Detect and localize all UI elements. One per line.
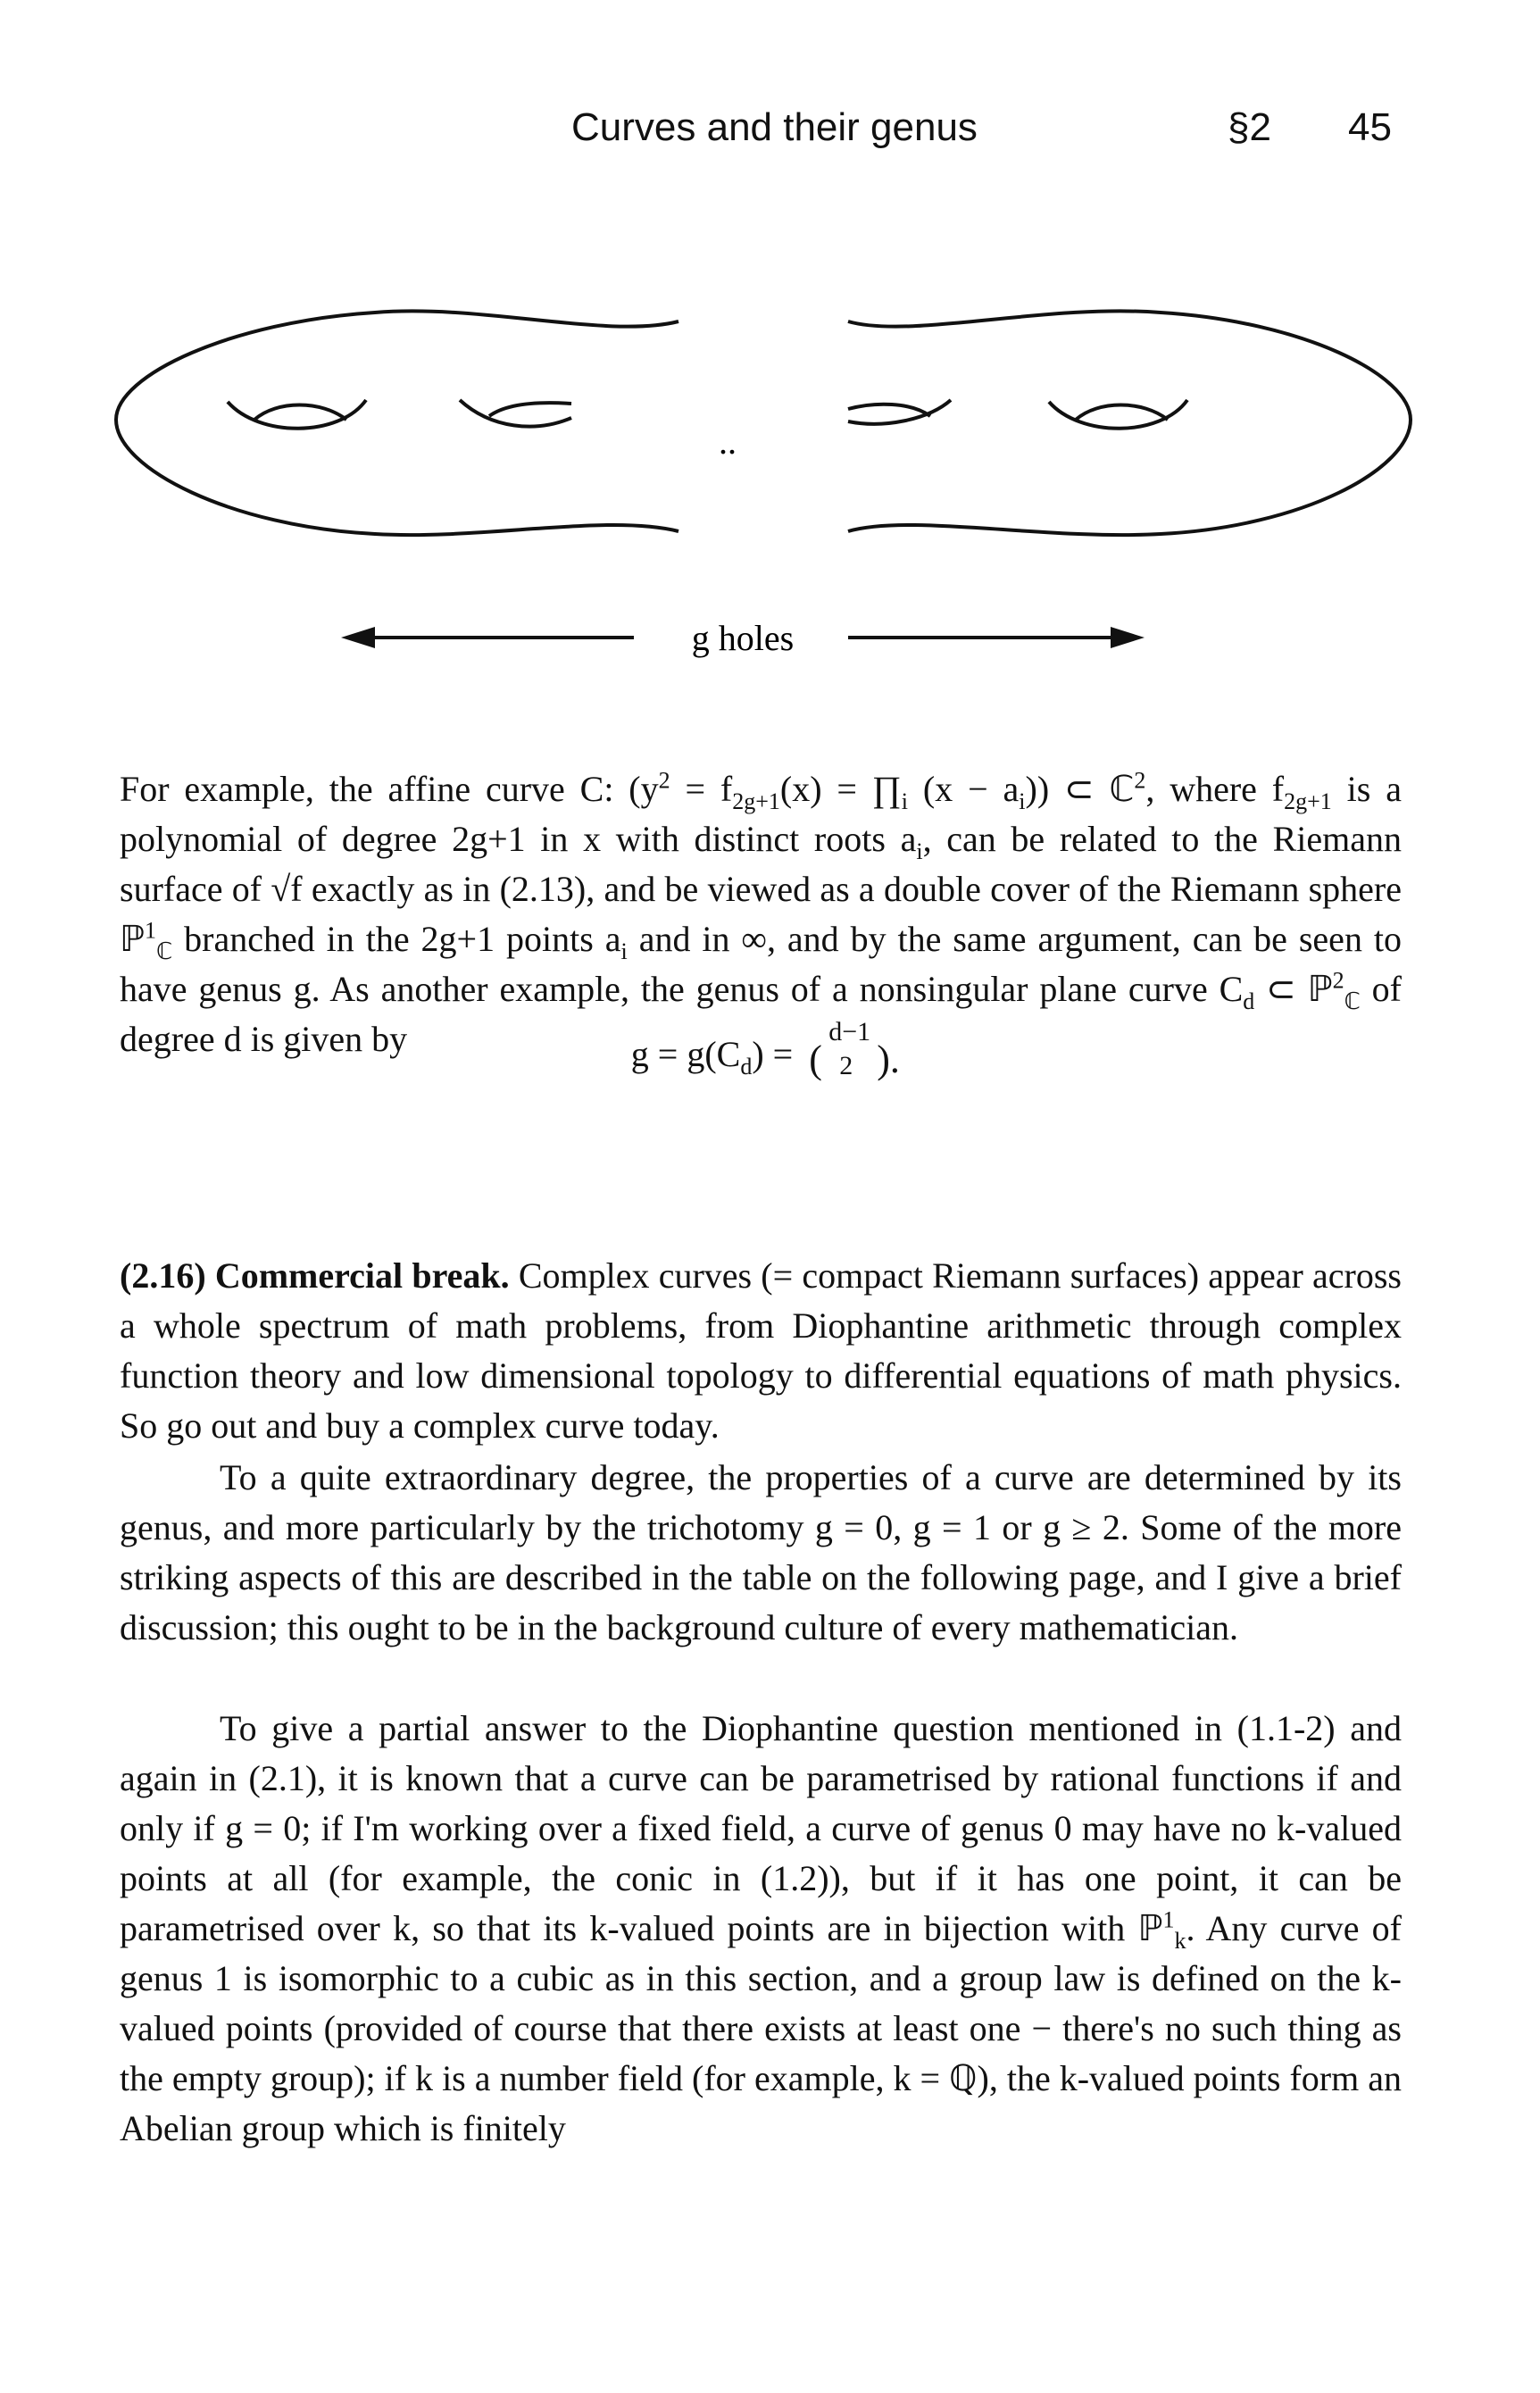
arrow-head-right [1111, 627, 1145, 648]
surface-outline-right [848, 311, 1411, 535]
arrow-head-left [341, 627, 375, 648]
running-header [0, 105, 1540, 159]
genus-surface-diagram [107, 286, 1428, 679]
page-number: 45 [1348, 105, 1392, 149]
section-mark: §2 [1228, 105, 1271, 149]
paragraph-affine-curve: For example, the affine curve C: ($y^2 = f_{2g+1}(x)$ = $\prod_i$ $(x - a_i)$) ⊂ ℂ$^2$, where $f_{2g+1}$ is a polynomial of degree 2g+1 in x with distinct roots $a_i$, can be related to the Riemann surface of √f exactly as in (2.13), and be viewed as a double cover of the Riemann sphere ℙ$^1_ℂ$ branched in the 2g+1 points $a_i$ and in ∞, and by the same argument, can be seen to have genus g. As another example, the genus of a nonsingular plane curve $C_d$ ⊂ ℙ$^2_ℂ$ of degree d is given by [120, 767, 1403, 1059]
section-heading: (2.16) Commercial break. [120, 1255, 510, 1296]
paragraph-commercial-break: (2.16) Commercial break. Complex curves (= compact Riemann surfaces) appear across a whole spectrum of math problems, from Diophantine arithmetic through complex function theory and low dimensional topology to differential equations of math physics. So go out and buy a complex curve today. [120, 1255, 1402, 1446]
ellipsis-dots: .. [719, 421, 737, 462]
holes-label: g holes [691, 618, 795, 658]
running-title: Curves and their genus [571, 105, 978, 149]
paragraph-diophantine: To give a partial answer to the Diophantine question mentioned in (1.1-2) and again in (2.1), it is known that a curve can be parametrised by rational functions if and only if g = 0; if I'm working over a fixed field, a curve of genus 0 may have no k-valued points at all (for example, the conic in (1.2)), but if it has one point, it can be parametrised over k, so that its k-valued points are in bijection with ℙ$^1_k$. Any curve of genus 1 is isomorphic to a cubic as in this section, and a group law is defined on the k-valued points (provided of course that there exists at least one − there's no such thing as the empty group); if k is a number field (for example, k = ℚ), the k-valued points form an Abelian group which is finitely [120, 1708, 1403, 2148]
binomial-coefficient: ( d−1 2 ). [809, 1017, 900, 1081]
genus-formula: $g = g(C_d)$ = ( d−1 2 ). [0, 1031, 1540, 1085]
surface-outline-left [116, 311, 678, 535]
paragraph-trichotomy: To a quite extraordinary degree, the properties of a curve are determined by its genus, and more particularly by the trichotomy g = 0, g = 1 or g ≥ 2. Some of the more striking aspects of this are described in the table on the following page, and I give a brief discussion; this ought to be in the background culture of every mathematician. [120, 1457, 1402, 1647]
genus-g-surface-figure [107, 286, 1428, 679]
